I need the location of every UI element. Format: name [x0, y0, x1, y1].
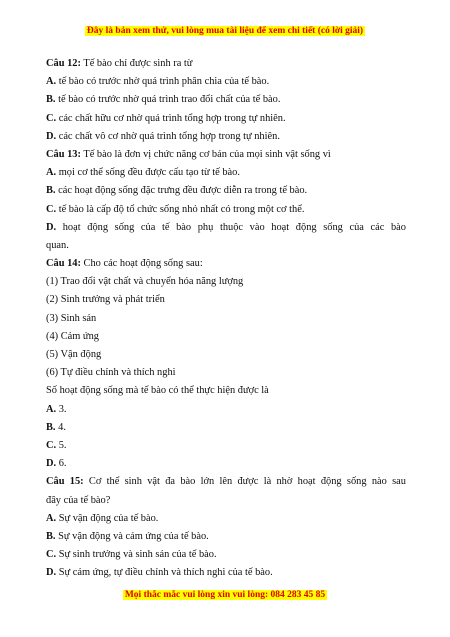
question-13-option-d: D. hoạt động sống của tế bào phụ thuộc vào hoạt động sống của các bào: [46, 221, 406, 233]
question-14-item-5: (5) Vận động: [46, 349, 102, 360]
question-15-option-a: A. Sự vận động của tế bào.: [46, 512, 159, 524]
question-13-option-d-continued: quan.: [46, 239, 69, 251]
question-14-item-2: (2) Sinh trưởng và phát triển: [46, 294, 165, 306]
question-list: [46, 55, 406, 582]
question-15-stem: Câu 15: Cơ thể sinh vật đa bào lớn lên được là nhờ hoạt động sống nào sau: [46, 476, 406, 488]
question-13-option-a: A. mọi cơ thể sống đều được cấu tạo từ tế bào.: [46, 167, 240, 179]
question-14-item-3: (3) Sinh sản: [46, 312, 97, 324]
question-15-option-c: C. Sự sinh trưởng và sinh sản của tế bào.: [46, 549, 217, 561]
question-15-option-d: D. Sự cảm ứng, tự điều chỉnh và thích nghi của tế bào.: [46, 567, 273, 579]
preview-notice-banner: [0, 26, 450, 36]
question-14-item-6: (6) Tự điều chỉnh và thích nghi: [46, 367, 176, 379]
question-14-option-b: B. 4.: [46, 421, 66, 433]
question-14-prompt: Số hoạt động sống mà tế bào có thể thực hiện được là: [46, 385, 269, 397]
question-15-stem-continued: đây của tế bào?: [46, 494, 111, 506]
question-14-stem: Câu 14: Cho các hoạt động sống sau:: [46, 258, 203, 270]
question-13-option-c: C. tế bào là cấp độ tổ chức sống nhỏ nhất có trong một cơ thể.: [46, 203, 305, 215]
question-14-option-d: D. 6.: [46, 458, 67, 470]
contact-text: Mọi thắc mắc vui lòng xin vui lòng: 084 283 45 85: [124, 590, 326, 600]
question-12-stem: Câu 12: Tế bào chỉ được sinh ra từ: [46, 58, 193, 69]
question-13-stem: Câu 13: Tế bào là đơn vị chức năng cơ bản của mọi sinh vật sống vì: [46, 148, 331, 160]
question-12-option-c: C. các chất hữu cơ nhờ quá trình tổng hợp trong tự nhiên.: [46, 112, 286, 124]
question-14-option-c: C. 5.: [46, 439, 67, 451]
question-13-option-b: B. các hoạt động sống đặc trưng đều được diễn ra trong tế bào.: [46, 185, 308, 197]
question-14-item-1: (1) Trao đổi vật chất và chuyển hóa năng lượng: [46, 276, 244, 288]
question-12-option-b: B. tế bào có trước nhờ quá trình trao đổi chất của tế bào.: [46, 94, 281, 106]
question-15-option-b: B. Sự vận động và cảm ứng của tế bào.: [46, 530, 209, 542]
question-12-option-d: D. các chất vô cơ nhờ quá trình tổng hợp trong tự nhiên.: [46, 130, 280, 142]
question-14-item-4: (4) Cảm ứng: [46, 330, 99, 342]
question-14-option-a: A. 3.: [46, 403, 67, 415]
preview-notice-text: Đây là bản xem thử, vui lòng mua tài liệu để xem chi tiết (có lời giải): [86, 26, 364, 36]
contact-banner: [0, 590, 450, 600]
question-12-option-a: A. tế bào có trước nhờ quá trình phân chia của tế bào.: [46, 76, 270, 88]
